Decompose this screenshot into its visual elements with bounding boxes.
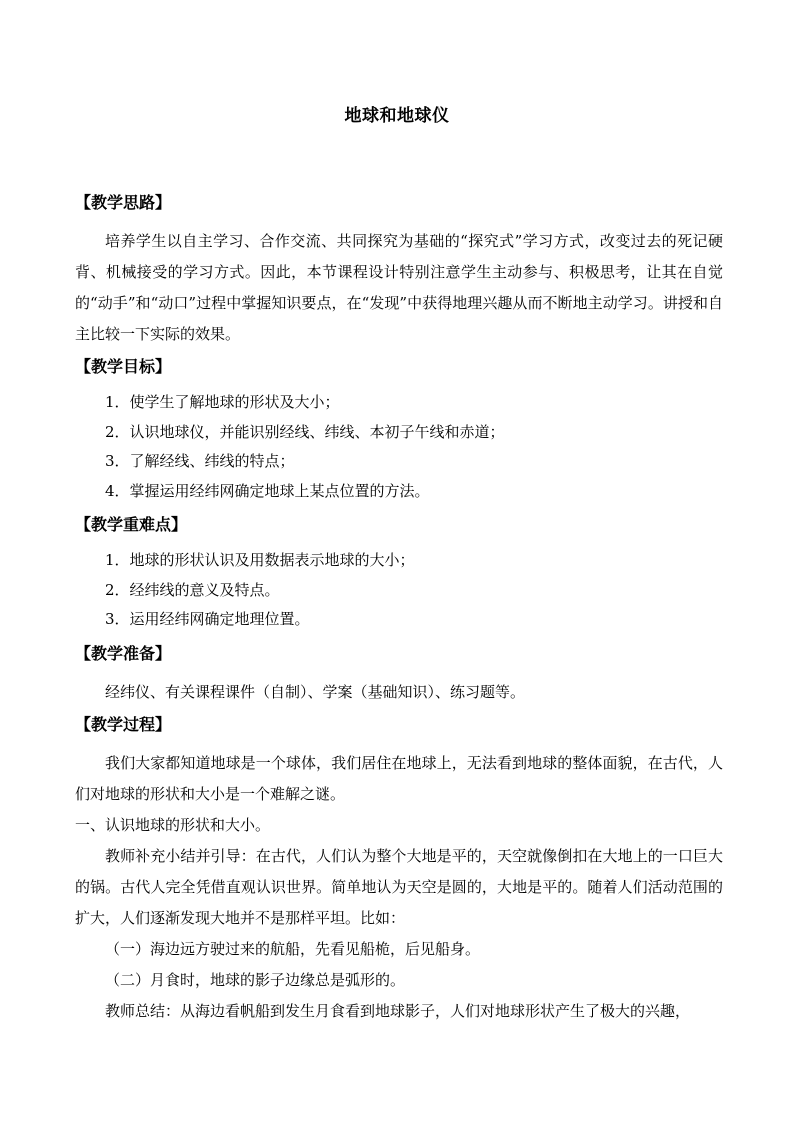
section-heading-process: 【教学过程】 <box>75 714 172 734</box>
section-heading-key-points: 【教学重难点】 <box>75 515 188 534</box>
section-heading-preparation: 【教学准备】 <box>75 643 172 663</box>
process-part-one-heading: 一、认识地球的形状和大小。 <box>75 815 271 834</box>
document-title: 地球和地球仪 <box>344 106 450 126</box>
goal-item: 1．使学生了解地球的形状及大小； <box>105 393 340 411</box>
section-heading-goals: 【教学目标】 <box>75 357 172 376</box>
example-item: （一）海边远方驶过来的航船，先看见船桅，后见船身。 <box>105 939 481 958</box>
example-item: （二）月食时，地球的影子边缘总是弧形的。 <box>105 970 406 989</box>
key-points-list <box>75 546 723 635</box>
key-point-item: 3．运用经纬网确定地理位置。 <box>105 610 310 628</box>
section-heading-thinking: 【教学思路】 <box>75 193 172 212</box>
key-point-item: 2．经纬线的意义及特点。 <box>105 580 280 599</box>
teacher-summary-paragraph: 教师总结：从海边看帆船到发生月食看到地球影子，人们对地球形状产生了极大的兴趣， <box>105 1001 691 1020</box>
preparation-paragraph: 经纬仪、有关课程课件（自制）、学案（基础知识）、练习题等。 <box>105 682 526 701</box>
teacher-guide-paragraph: 教师补充小结并引导：在古代，人们认为整个大地是平的，天空就像倒扣在大地上的一口巨大的锅。古代人完全凭借直观认识世界。简单地认为天空是圆的，大地是平的。随着人们活动范围的扩大，人们逐渐发现大地并不是那样平坦。比如： <box>75 846 723 927</box>
goal-item: 4．掌握运用经纬网确定地球上某点位置的方法。 <box>105 481 430 500</box>
document-body <box>75 186 723 1027</box>
process-intro-paragraph: 我们大家都知道地球是一个球体，我们居住在地球上，无法看到地球的整体面貌，在古代，人们对地球的形状和大小是一个难解之谜。 <box>75 753 723 803</box>
key-point-item: 1．地球的形状认识及用数据表示地球的大小； <box>105 551 415 569</box>
goal-item: 3．了解经线、纬线的特点； <box>105 452 295 470</box>
goal-item: 2．认识地球仪，并能识别经线、纬线、本初子午线和赤道； <box>105 422 505 441</box>
thinking-paragraph: 培养学生以自主学习、合作交流、共同探究为基础的“探究式”学习方式，改变过去的死记硬背、机械接受的学习方式。因此，本节课程设计特别注意学生主动参与、积极思考，让其在自觉的“动手”和“动口”过程中掌握知识要点，在“发现”中获得地理兴趣从而不断地主动学习。讲授和自主比较一下实际的效果。 <box>75 232 723 343</box>
goals-list <box>75 388 723 506</box>
